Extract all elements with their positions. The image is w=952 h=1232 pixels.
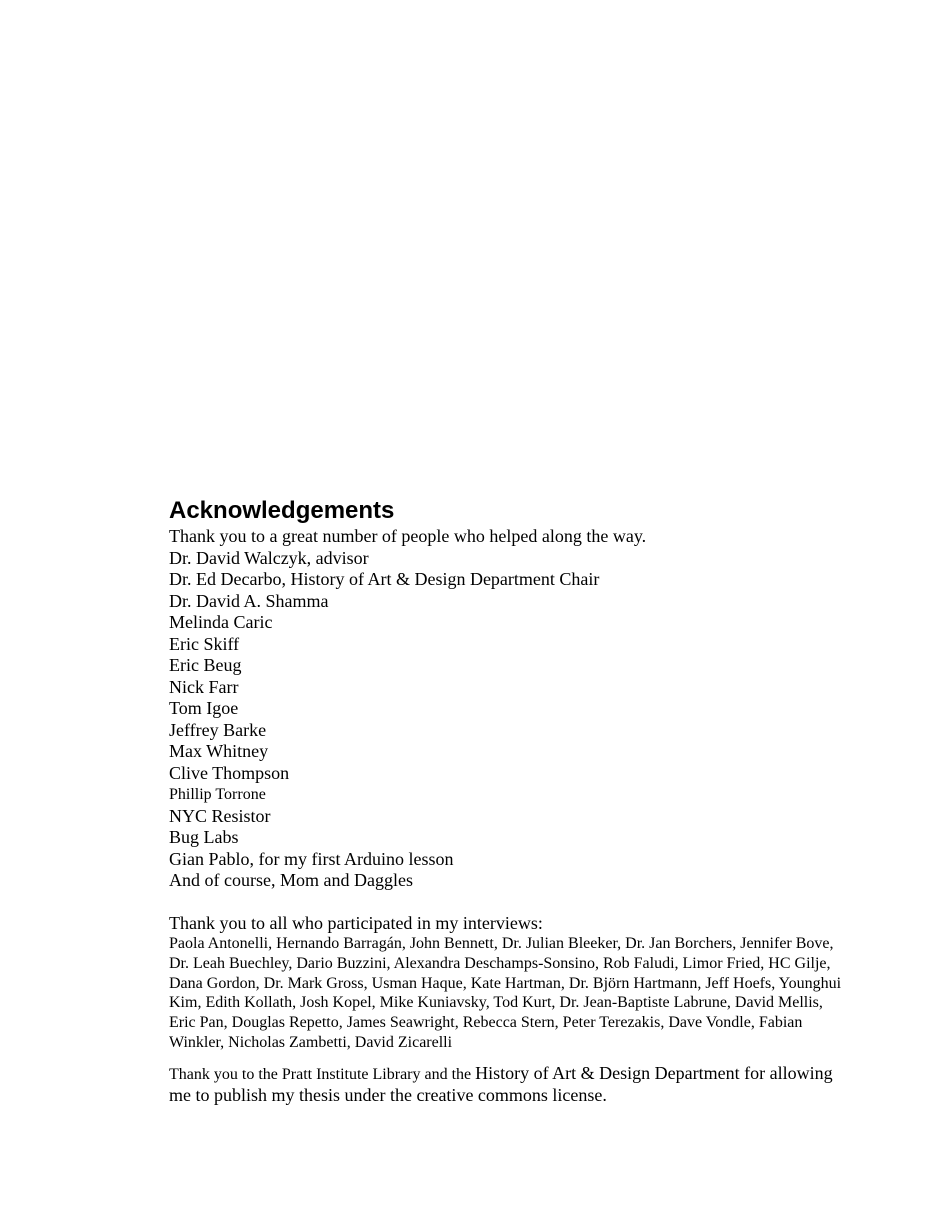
list-item: And of course, Mom and Daggles — [169, 870, 413, 890]
intro-text: Thank you to a great number of people who helped along the way. — [169, 526, 647, 546]
spacer — [169, 892, 849, 913]
interviews-intro: Thank you to all who participated in my interviews: — [169, 912, 543, 933]
list-item: Clive Thompson — [169, 762, 290, 783]
list-item: Tom Igoe — [169, 698, 239, 718]
list-item: Nick Farr — [169, 676, 239, 697]
list-item: Dr. David A. Shamma — [169, 590, 329, 611]
acknowledgements-page — [169, 496, 849, 1124]
closing-text-part2: History of Art & Design Department for allowing me to publish my thesis under the creative commons license. — [169, 1062, 833, 1105]
list-item: Dr. David Walczyk, advisor — [169, 547, 369, 568]
list-item: Bug Labs — [169, 827, 239, 847]
interviewees-paragraph: Paola Antonelli, Hernando Barragán, John Bennett, Dr. Julian Bleeker, Dr. Jan Borchers, Jennifer Bove, Dr. Leah Buechley, Dario Buzzini, Alexandra Deschamps-Sonsino, Rob Faludi, Limor Fried, HC Gilje, Dana Gordon, Dr. Mark Gross, Usman Haque, Kate Hartman, Dr. Björn Hartmann, Jeff Hoefs, Younghui Kim, Edith Kollath, Josh Kopel, Mike Kuniavsky, Tod Kurt, Dr. Jean-Baptiste Labrune, David Mellis, Eric Pan, Douglas Repetto, James Seawright, Rebecca Stern, Peter Terezakis, Dave Vondle, Fabian Winkler, Nicholas Zambetti, David Zicarelli — [169, 935, 842, 1051]
list-item: Eric Beug — [169, 655, 242, 675]
list-item: Gian Pablo, for my first Arduino lesson — [169, 848, 454, 869]
people-list — [169, 548, 849, 892]
closing-paragraph — [169, 1063, 849, 1106]
list-item: Melinda Caric — [169, 612, 273, 632]
list-item: Max Whitney — [169, 741, 269, 761]
list-item: Dr. Ed Decarbo, History of Art & Design Department Chair — [169, 569, 600, 589]
list-item: Jeffrey Barke — [169, 719, 267, 740]
list-item: Phillip Torrone — [169, 786, 266, 803]
closing-text-part1: Thank you to the Pratt Institute Library and the — [169, 1065, 476, 1083]
list-item: Eric Skiff — [169, 633, 240, 654]
list-item: NYC Resistor — [169, 805, 271, 826]
page-title: Acknowledgements — [169, 497, 395, 524]
